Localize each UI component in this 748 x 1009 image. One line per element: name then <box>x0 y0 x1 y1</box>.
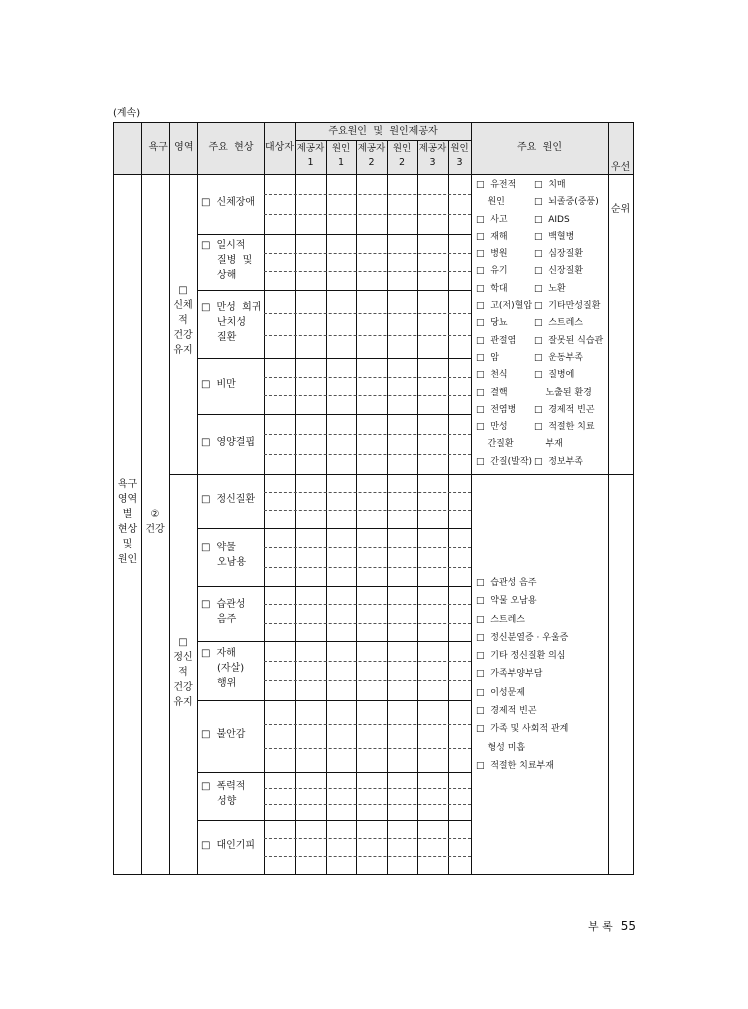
item-text: 음주 <box>217 614 237 625</box>
grid-vline <box>295 123 296 874</box>
cause-item: □ 학대 <box>476 283 508 294</box>
cause-item: □ 결핵 <box>476 387 508 398</box>
item-text: □ 일시적 <box>201 238 263 253</box>
header-priority <box>608 133 633 245</box>
cause-item: □ 적절한 치료 <box>534 422 595 433</box>
cause-item: □ 만성 <box>476 422 508 433</box>
mental-causes <box>476 574 568 775</box>
header-priority-line: 순위 <box>610 204 631 215</box>
header-sub-col <box>387 142 417 170</box>
physical-label-line: 건강 <box>173 330 193 341</box>
grid-hline <box>197 414 471 415</box>
cause-item: 노출된 환경 <box>534 387 592 398</box>
cause-item: □ 백혈병 <box>534 231 575 242</box>
item-text: □ 영양결핍 <box>201 435 263 450</box>
physical-health-label <box>169 283 197 358</box>
grid-dashed-line <box>264 604 471 605</box>
header-sub-col <box>326 142 356 170</box>
cause-item: □ 치매 <box>534 180 566 190</box>
mental-label-line: 유지 <box>173 697 193 708</box>
item-text: 질환 <box>217 332 237 343</box>
cause-item: □ 기타만성질환 <box>534 301 601 312</box>
header-sub-number: 3 <box>429 157 436 168</box>
grid-dashed-line <box>264 253 471 254</box>
grid-hline <box>197 641 471 642</box>
physical-item <box>201 435 263 450</box>
grid-hline <box>197 358 471 359</box>
item-text: 성향 <box>217 796 237 807</box>
grid-dashed-line <box>264 335 471 336</box>
cause-item: □ 정보부족 <box>534 456 584 467</box>
item-text: 상해 <box>217 270 237 281</box>
mental-label-line: □ <box>178 637 188 648</box>
grid-dashed-line <box>264 724 471 725</box>
cause-item: □ 질병에 <box>534 370 575 381</box>
physical-label-line: □ <box>178 285 188 296</box>
cause-item: □ 경제적 빈곤 <box>476 706 537 717</box>
cause-item: □ 고(저)혈압 <box>476 301 533 312</box>
grid-dashed-line <box>264 748 471 749</box>
physical-item <box>201 300 263 345</box>
cause-item: 간질환 <box>476 439 514 450</box>
cause-item: □ 경제적 빈곤 <box>534 404 595 415</box>
cause-item: □ 노환 <box>534 283 566 294</box>
grid-dashed-line <box>264 661 471 662</box>
grid-vline <box>197 174 198 874</box>
item-text: □ 자해 <box>201 646 263 661</box>
header-sub-col <box>417 142 448 170</box>
grid-vline <box>264 123 265 874</box>
header-sub-label: 제공자 <box>418 143 447 154</box>
cause-item: □ 가족부양부담 <box>476 669 543 680</box>
area-label-line: 및 <box>122 539 133 550</box>
mental-item <box>201 492 263 507</box>
header-sub-col <box>356 142 387 170</box>
cause-item: □ 병원 <box>476 249 508 260</box>
grid-dashed-line <box>264 856 471 857</box>
item-text: 난치성 <box>217 317 246 328</box>
mental-item <box>201 597 263 627</box>
mental-item <box>201 540 263 570</box>
header-sub-col <box>295 142 326 170</box>
item-text: 질병 및 <box>217 255 253 266</box>
mental-item <box>201 779 263 809</box>
cause-item: □ 당뇨 <box>476 318 508 329</box>
cause-item: □ 유기 <box>476 266 508 277</box>
item-text: □ 약물 <box>201 540 263 555</box>
header-sub-number: 3 <box>456 157 463 168</box>
header-cause-group: 주요원인 및 원인제공자 <box>328 126 438 137</box>
header-phenomenon: 주요 현상 <box>208 142 254 153</box>
header-sub-label: 원인 <box>331 143 351 154</box>
mental-item <box>201 727 263 742</box>
cause-item: □ 간질(발작) <box>476 456 533 467</box>
grid-dashed-line <box>264 492 471 493</box>
mental-label-line: 정신 <box>173 652 193 663</box>
header-sub-label: 원인 <box>450 143 469 154</box>
health-label <box>141 507 169 537</box>
header-target: 대상자 <box>265 142 294 153</box>
mental-label-line: 건강 <box>173 682 193 693</box>
page-number: 55 <box>620 919 637 933</box>
cause-item: 형성 미흡 <box>476 742 526 753</box>
header-sub-label: 제공자 <box>296 143 325 154</box>
header-sub-number: 2 <box>398 157 406 168</box>
item-text: □ 정신질환 <box>201 492 263 507</box>
area-label-line: 영역 <box>117 494 138 505</box>
grid-vline <box>169 174 170 874</box>
grid-dashed-line <box>264 804 471 805</box>
cause-item: □ 운동부족 <box>534 352 584 363</box>
cause-item: □ 습관성 음주 <box>476 578 537 588</box>
grid-vline <box>387 140 388 874</box>
grid-dashed-line <box>264 377 471 378</box>
grid-hline <box>197 700 471 701</box>
cause-item: □ 적절한 치료부재 <box>476 760 554 771</box>
cause-item: □ 뇌졸중(중풍) <box>534 197 599 208</box>
physical-item <box>201 195 263 210</box>
header-sub-number: 1 <box>337 157 345 168</box>
area-label-line: 원인 <box>117 554 138 565</box>
needs-table <box>113 122 634 875</box>
grid-dashed-line <box>264 454 471 455</box>
cause-item: □ 천식 <box>476 370 508 381</box>
cause-item: □ 사고 <box>476 214 508 225</box>
item-text: 오남용 <box>217 557 246 568</box>
area-label-line: 현상 <box>117 524 138 535</box>
physical-label-line: 유지 <box>173 345 193 356</box>
grid-dashed-line <box>264 510 471 511</box>
mental-item <box>201 838 263 853</box>
cause-item: □ 암 <box>476 352 499 363</box>
cause-item: 부재 <box>534 439 563 450</box>
page-footer <box>588 918 636 934</box>
item-text: □ 대인기피 <box>201 838 263 853</box>
footer-label: 부 록 <box>588 920 613 933</box>
item-text: □ 습관성 <box>201 597 263 612</box>
grid-dashed-line <box>264 395 471 396</box>
header-main-cause: 주요 원인 <box>517 142 562 153</box>
grid-hline <box>197 234 471 235</box>
cause-item: □ 신장질환 <box>534 266 584 277</box>
grid-vline <box>326 140 327 874</box>
grid-hline <box>197 586 471 587</box>
grid-hline <box>197 820 471 821</box>
grid-dashed-line <box>264 623 471 624</box>
cause-item: □ 재해 <box>476 231 508 242</box>
health-label-line: ② <box>150 509 160 520</box>
item-text: □ 불안감 <box>201 727 263 742</box>
grid-dashed-line <box>264 271 471 272</box>
grid-dashed-line <box>264 434 471 435</box>
item-text: □ 만성 희귀 <box>201 300 263 315</box>
physical-item <box>201 238 263 283</box>
physical-item <box>201 377 263 392</box>
grid-hline <box>197 772 471 773</box>
grid-dashed-line <box>264 788 471 789</box>
grid-dashed-line <box>264 313 471 314</box>
grid-vline <box>448 140 449 874</box>
item-text: 행위 <box>217 678 237 689</box>
area-label-line: 별 <box>122 509 133 520</box>
grid-hline <box>295 140 471 141</box>
mental-label-line: 적 <box>178 667 188 678</box>
grid-hline <box>197 290 471 291</box>
physical-causes-right <box>534 177 603 471</box>
item-text: □ 신체장애 <box>201 195 263 210</box>
cause-item: □ 유전적 <box>476 180 517 190</box>
physical-causes-left <box>476 177 532 471</box>
header-sub-col <box>448 142 471 170</box>
header-sub-number: 2 <box>368 157 375 168</box>
area-label <box>114 477 141 567</box>
cause-item: □ 이성문제 <box>476 687 526 698</box>
mental-health-label <box>169 635 197 710</box>
mental-item <box>201 646 263 691</box>
cause-item: □ 스트레스 <box>534 318 584 329</box>
cause-item: □ 스트레스 <box>476 614 526 625</box>
grid-dashed-line <box>264 547 471 548</box>
item-text: □ 폭력적 <box>201 779 263 794</box>
continued-label: (계속) <box>113 108 141 119</box>
grid-vline <box>471 123 472 874</box>
header-sub-number: 1 <box>307 157 314 168</box>
cause-item: 원인 <box>476 197 505 208</box>
cause-item: □ 관절염 <box>476 335 517 346</box>
header-priority-line: 우선 <box>610 162 631 173</box>
cause-item: □ 잘못된 식습관 <box>534 335 604 346</box>
health-label-line: 건강 <box>145 524 165 535</box>
grid-dashed-line <box>264 567 471 568</box>
item-text: (자살) <box>217 663 245 674</box>
grid-hline <box>197 528 471 529</box>
grid-vline <box>356 140 357 874</box>
grid-hline <box>114 174 633 175</box>
cause-item: □ 기타 정신질환 의심 <box>476 651 566 662</box>
item-text: □ 비만 <box>201 377 263 392</box>
cause-item: □ 전염병 <box>476 404 517 415</box>
cause-item: □ 가족 및 사회적 관계 <box>476 724 569 735</box>
grid-dashed-line <box>264 680 471 681</box>
grid-dashed-line <box>264 838 471 839</box>
cause-item: □ 약물 오남용 <box>476 596 537 607</box>
grid-hline <box>169 474 633 475</box>
grid-dashed-line <box>264 194 471 195</box>
cause-item: □ AIDS <box>534 214 570 225</box>
header-area: 욕구 영역 <box>148 142 194 153</box>
physical-label-line: 적 <box>178 315 188 326</box>
area-label-line: 욕구 <box>117 479 138 490</box>
grid-dashed-line <box>264 214 471 215</box>
physical-label-line: 신체 <box>173 300 193 311</box>
grid-vline <box>417 140 418 874</box>
header-sub-label: 원인 <box>392 143 412 154</box>
header-sub-label: 제공자 <box>357 143 386 154</box>
cause-item: □ 심장질환 <box>534 249 584 260</box>
cause-item: □ 정신분열증 · 우울증 <box>476 632 569 643</box>
